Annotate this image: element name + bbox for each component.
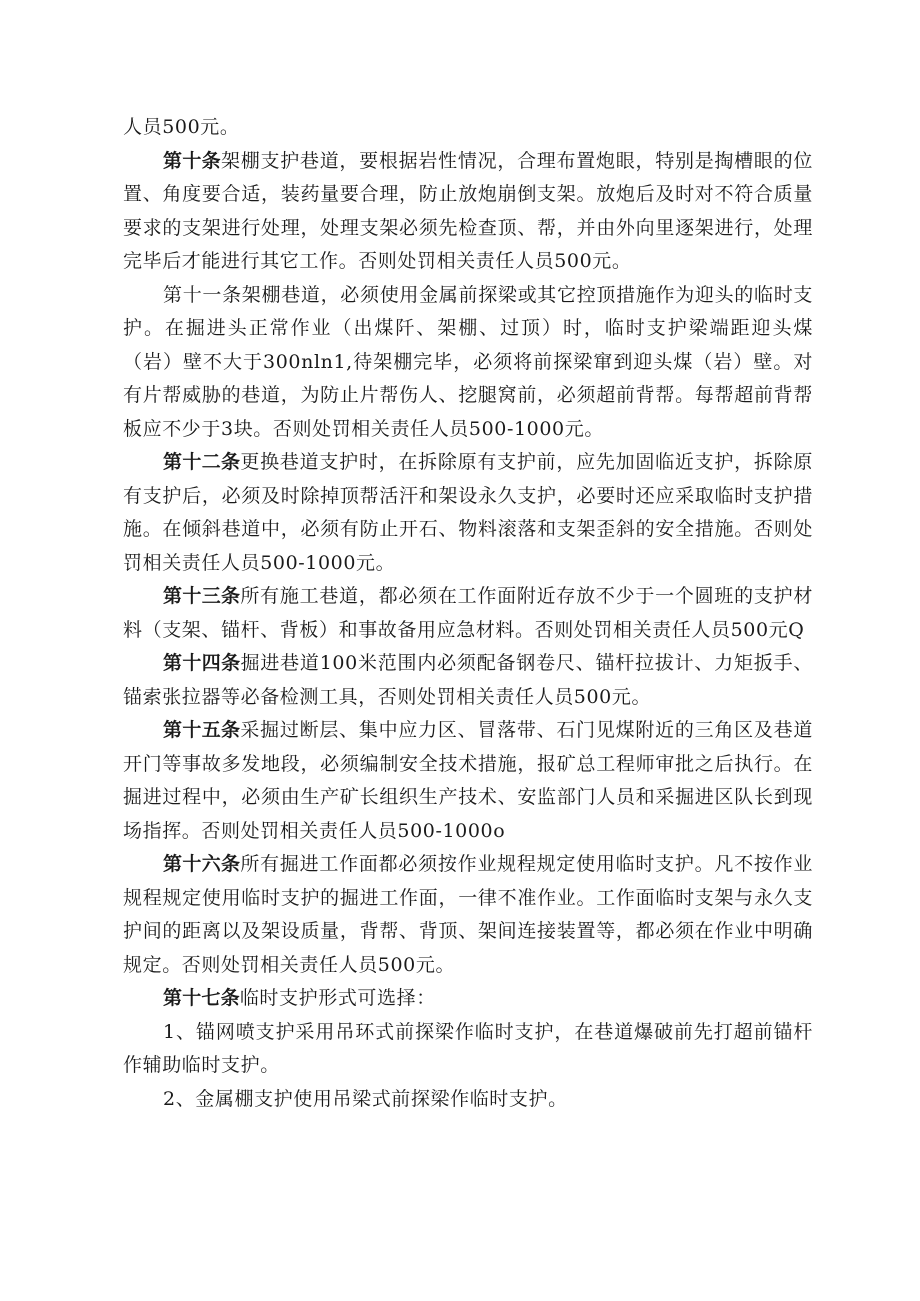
article-number: 第十三条 <box>163 585 241 607</box>
paragraph-continuation <box>123 111 813 145</box>
article-13 <box>123 580 813 647</box>
article-10 <box>123 145 813 279</box>
paragraph-text: 人员500元。 <box>123 116 240 138</box>
paragraph-text: 所有掘进工作面都必须按作业规程规定使用临时支护。凡不按作业规程规定使用临时支护的掘进工作面，一律不准作业。工作面临时支架与永久支护间的距离以及架设质量，背帮、背顶、架间连接装置等，都必须在作业中明确规定。否则处罚相关责任人员500元。 <box>123 853 813 976</box>
list-item-1 <box>123 1016 813 1083</box>
article-number: 第十七条 <box>163 987 240 1009</box>
document-page <box>123 111 813 1116</box>
article-14 <box>123 647 813 714</box>
article-17 <box>123 982 813 1016</box>
article-16 <box>123 848 813 982</box>
list-item-2 <box>123 1083 813 1117</box>
article-12 <box>123 446 813 580</box>
article-15 <box>123 714 813 848</box>
article-number: 第十四条 <box>163 652 241 674</box>
paragraph-text: 1、锚网喷支护采用吊环式前探梁作临时支护，在巷道爆破前先打超前锚杆作辅助临时支护。 <box>123 1020 813 1076</box>
article-number: 第十二条 <box>163 451 241 473</box>
paragraph-text: 更换巷道支护时，在拆除原有支护前，应先加固临近支护，拆除原有支护后，必须及时除掉顶帮活汗和架设永久支护，必要时还应采取临时支护措施。在倾斜巷道中，必须有防止开石、物料滚落和支架歪斜的安全措施。否则处罚相关责任人员500-1000元。 <box>123 451 813 574</box>
paragraph-text: 临时支护形式可选择： <box>239 987 436 1009</box>
article-number: 第十条 <box>163 149 222 172</box>
paragraph-text: 所有施工巷道，都必须在工作面附近存放不少于一个圆班的支护材料（支架、锚杆、背板）和事故备用应急材料。否则处罚相关责任人员500元Q <box>123 585 813 641</box>
paragraph-text: 掘进巷道100米范围内必须配备钢卷尺、锚杆拉拔计、力矩扳手、锚索张拉器等必备检测工具，否则处罚相关责任人员500元。 <box>123 652 813 708</box>
article-number: 第十五条 <box>163 719 241 741</box>
paragraph-text: 第十一条架棚巷道，必须使用金属前探梁或其它控顶措施作为迎头的临时支护。在掘进头正常作业（出煤阡、架棚、过顶）时，临时支护梁端距迎头煤（岩）壁不大于300nln1,待架棚完毕，必须将前探梁窜到迎头煤（岩）壁。对有片帮威胁的巷道，为防止片帮伤人、挖腿窝前，必须超前背帮。每帮超前背帮板应不少于3块。否则处罚相关责任人员500-1000元。 <box>123 283 813 440</box>
article-11 <box>123 279 813 447</box>
paragraph-text: 采掘过断层、集中应力区、冒落带、石门见煤附近的三角区及巷道开门等事故多发地段，必须编制安全技术措施，报矿总工程师审批之后执行。在掘进过程中，必须由生产矿长组织生产技术、安监部门人员和采掘进区队长到现场指挥。否则处罚相关责任人员500-1000o <box>123 719 813 842</box>
paragraph-text: 架棚支护巷道，要根据岩性情况，合理布置炮眼，特别是掏槽眼的位置、角度要合适，装药量要合理，防止放炮崩倒支架。放炮后及时对不符合质量要求的支架进行处理，处理支架必须先检查顶、帮，并由外向里逐架进行，处理完毕后才能进行其它工作。否则处罚相关责任人员500元。 <box>123 149 813 272</box>
article-number: 第十六条 <box>163 853 241 875</box>
paragraph-text: 2、金属棚支护使用吊梁式前探梁作临时支护。 <box>163 1087 568 1110</box>
